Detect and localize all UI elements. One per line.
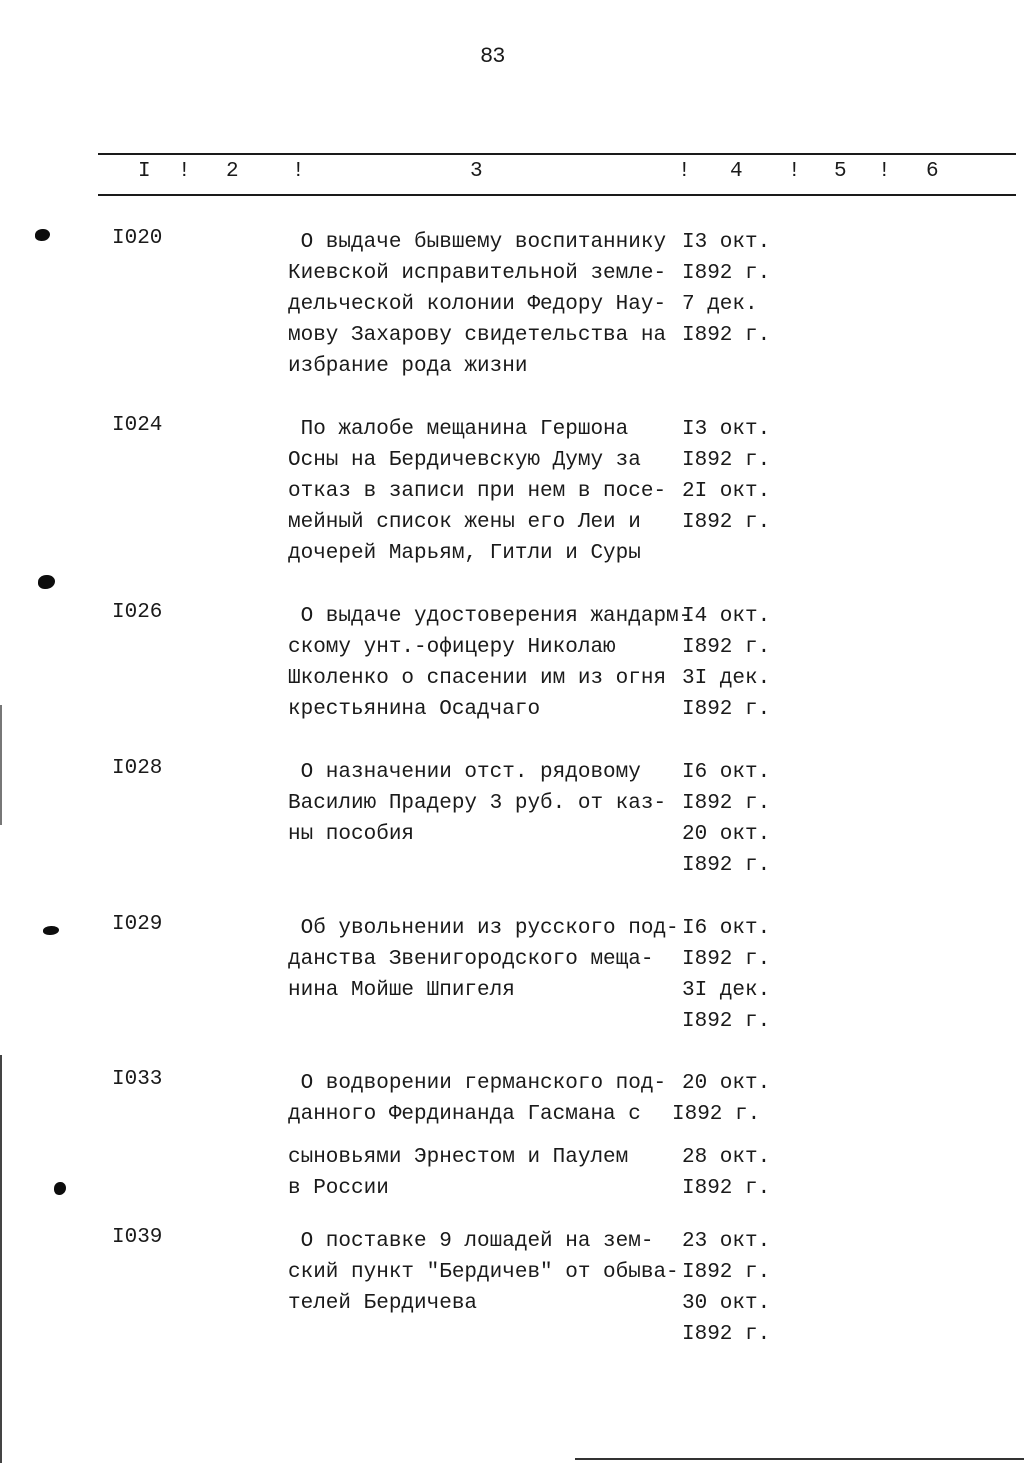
date-line: 3I дек. (682, 667, 771, 690)
description-line: дочерей Марьям, Гитли и Суры (288, 542, 641, 565)
description-line: По жалобе мещанина Гершона (288, 418, 629, 441)
date-line: I6 окт. (682, 917, 771, 940)
page-number: 83 (480, 44, 505, 69)
date-line: 20 окт. (682, 823, 771, 846)
date-line: 7 дек. (682, 293, 758, 316)
description-line: сыновьями Эрнестом и Паулем (288, 1146, 629, 1169)
description-line: данства Звенигородского меща- (288, 948, 654, 971)
case-number: I024 (112, 414, 163, 437)
column-separator: ! (788, 160, 801, 183)
column-header-1: I (138, 160, 151, 183)
case-description (288, 913, 679, 1006)
description-line: данного Фердинанда Гасмана с (288, 1103, 641, 1126)
description-line: О водворении германского под- (288, 1072, 667, 1095)
case-number: I026 (112, 601, 163, 624)
case-description (288, 601, 691, 725)
date-line: 20 окт. (682, 1072, 771, 1095)
ink-blot (38, 575, 55, 589)
scan-edge-line (0, 1055, 2, 1463)
description-line: в России (288, 1177, 389, 1200)
case-number: I029 (112, 913, 163, 936)
date-line: 30 окт. (682, 1292, 771, 1315)
column-header-3: 3 (470, 160, 483, 183)
description-line: мову Захарову свидетельства на (288, 324, 667, 347)
scan-edge-line (0, 705, 2, 825)
date-line: I892 г. (682, 854, 771, 877)
column-header-6: 6 (926, 160, 939, 183)
case-dates (682, 1226, 770, 1350)
date-line: I892 г. (682, 262, 771, 285)
date-line: 3I дек. (682, 979, 771, 1002)
date-line: I3 окт. (682, 231, 771, 254)
description-line: нина Мойше Шпигеля (288, 979, 515, 1002)
date-line: I892 г. (672, 1103, 761, 1126)
table-header (0, 160, 1024, 190)
column-separator: ! (292, 160, 305, 183)
case-number: I028 (112, 757, 163, 780)
ink-blot (54, 1182, 66, 1195)
date-line: I892 г. (682, 948, 771, 971)
description-line: Василию Прадеру 3 руб. от каз- (288, 792, 667, 815)
case-description (288, 227, 666, 382)
description-line: избрание рода жизни (288, 355, 528, 378)
date-line: I892 г. (682, 324, 771, 347)
case-number: I039 (112, 1226, 163, 1249)
column-separator: ! (878, 160, 891, 183)
date-line: I892 г. (682, 1177, 771, 1200)
case-dates (672, 1068, 771, 1204)
date-line: I3 окт. (682, 418, 771, 441)
table-header-bottom-rule (98, 194, 1016, 196)
date-line: I892 г. (682, 1261, 771, 1284)
case-dates (682, 227, 770, 351)
description-line: ны пособия (288, 823, 415, 846)
description-line: крестьянина Осадчаго (288, 698, 541, 721)
case-description (288, 414, 666, 569)
description-line: телей Бердичева (288, 1292, 478, 1315)
description-line: О выдаче бывшему воспитаннику (288, 231, 667, 254)
ink-blot (43, 926, 59, 935)
table-header-top-rule (98, 153, 1016, 155)
date-line: I892 г. (682, 1323, 771, 1346)
description-line: скому унт.-офицеру Николаю (288, 636, 616, 659)
ink-blot (35, 229, 50, 241)
column-separator: ! (178, 160, 191, 183)
date-line: 23 окт. (682, 1230, 771, 1253)
description-line: Об увольнении из русского под- (288, 917, 679, 940)
description-line: ский пункт "Бердичев" от обыва- (288, 1261, 679, 1284)
case-dates (682, 601, 770, 725)
case-dates (682, 414, 770, 538)
description-line: отказ в записи при нем в посе- (288, 480, 667, 503)
description-line: дельческой колонии Федору Нау- (288, 293, 667, 316)
scan-bottom-line (575, 1458, 1024, 1460)
description-line: мейный список жены его Леи и (288, 511, 641, 534)
column-header-4: 4 (730, 160, 743, 183)
case-description (288, 757, 666, 850)
date-line: I4 окт. (682, 605, 771, 628)
case-dates (682, 913, 770, 1037)
date-line: I6 окт. (682, 761, 771, 784)
description-line: Осны на Бердичевскую Думу за (288, 449, 641, 472)
description-line: О выдаче удостоверения жандарм- (288, 605, 692, 628)
date-line: I892 г. (682, 1010, 771, 1033)
date-line: 2I окт. (682, 480, 771, 503)
case-number: I033 (112, 1068, 163, 1091)
case-dates (682, 757, 770, 881)
case-description (288, 1226, 679, 1319)
date-line: I892 г. (682, 792, 771, 815)
description-line: Киевской исправительной земле- (288, 262, 667, 285)
date-line: I892 г. (682, 636, 771, 659)
description-line: О назначении отст. рядовому (288, 761, 641, 784)
description-line: Школенко о спасении им из огня (288, 667, 667, 690)
case-description (288, 1068, 666, 1204)
date-line: I892 г. (682, 449, 771, 472)
column-header-5: 5 (834, 160, 847, 183)
column-header-2: 2 (226, 160, 239, 183)
case-number: I020 (112, 227, 163, 250)
column-separator: ! (678, 160, 691, 183)
description-line: О поставке 9 лошадей на зем- (288, 1230, 654, 1253)
date-line: 28 окт. (682, 1146, 771, 1169)
date-line: I892 г. (682, 698, 771, 721)
date-line: I892 г. (682, 511, 771, 534)
